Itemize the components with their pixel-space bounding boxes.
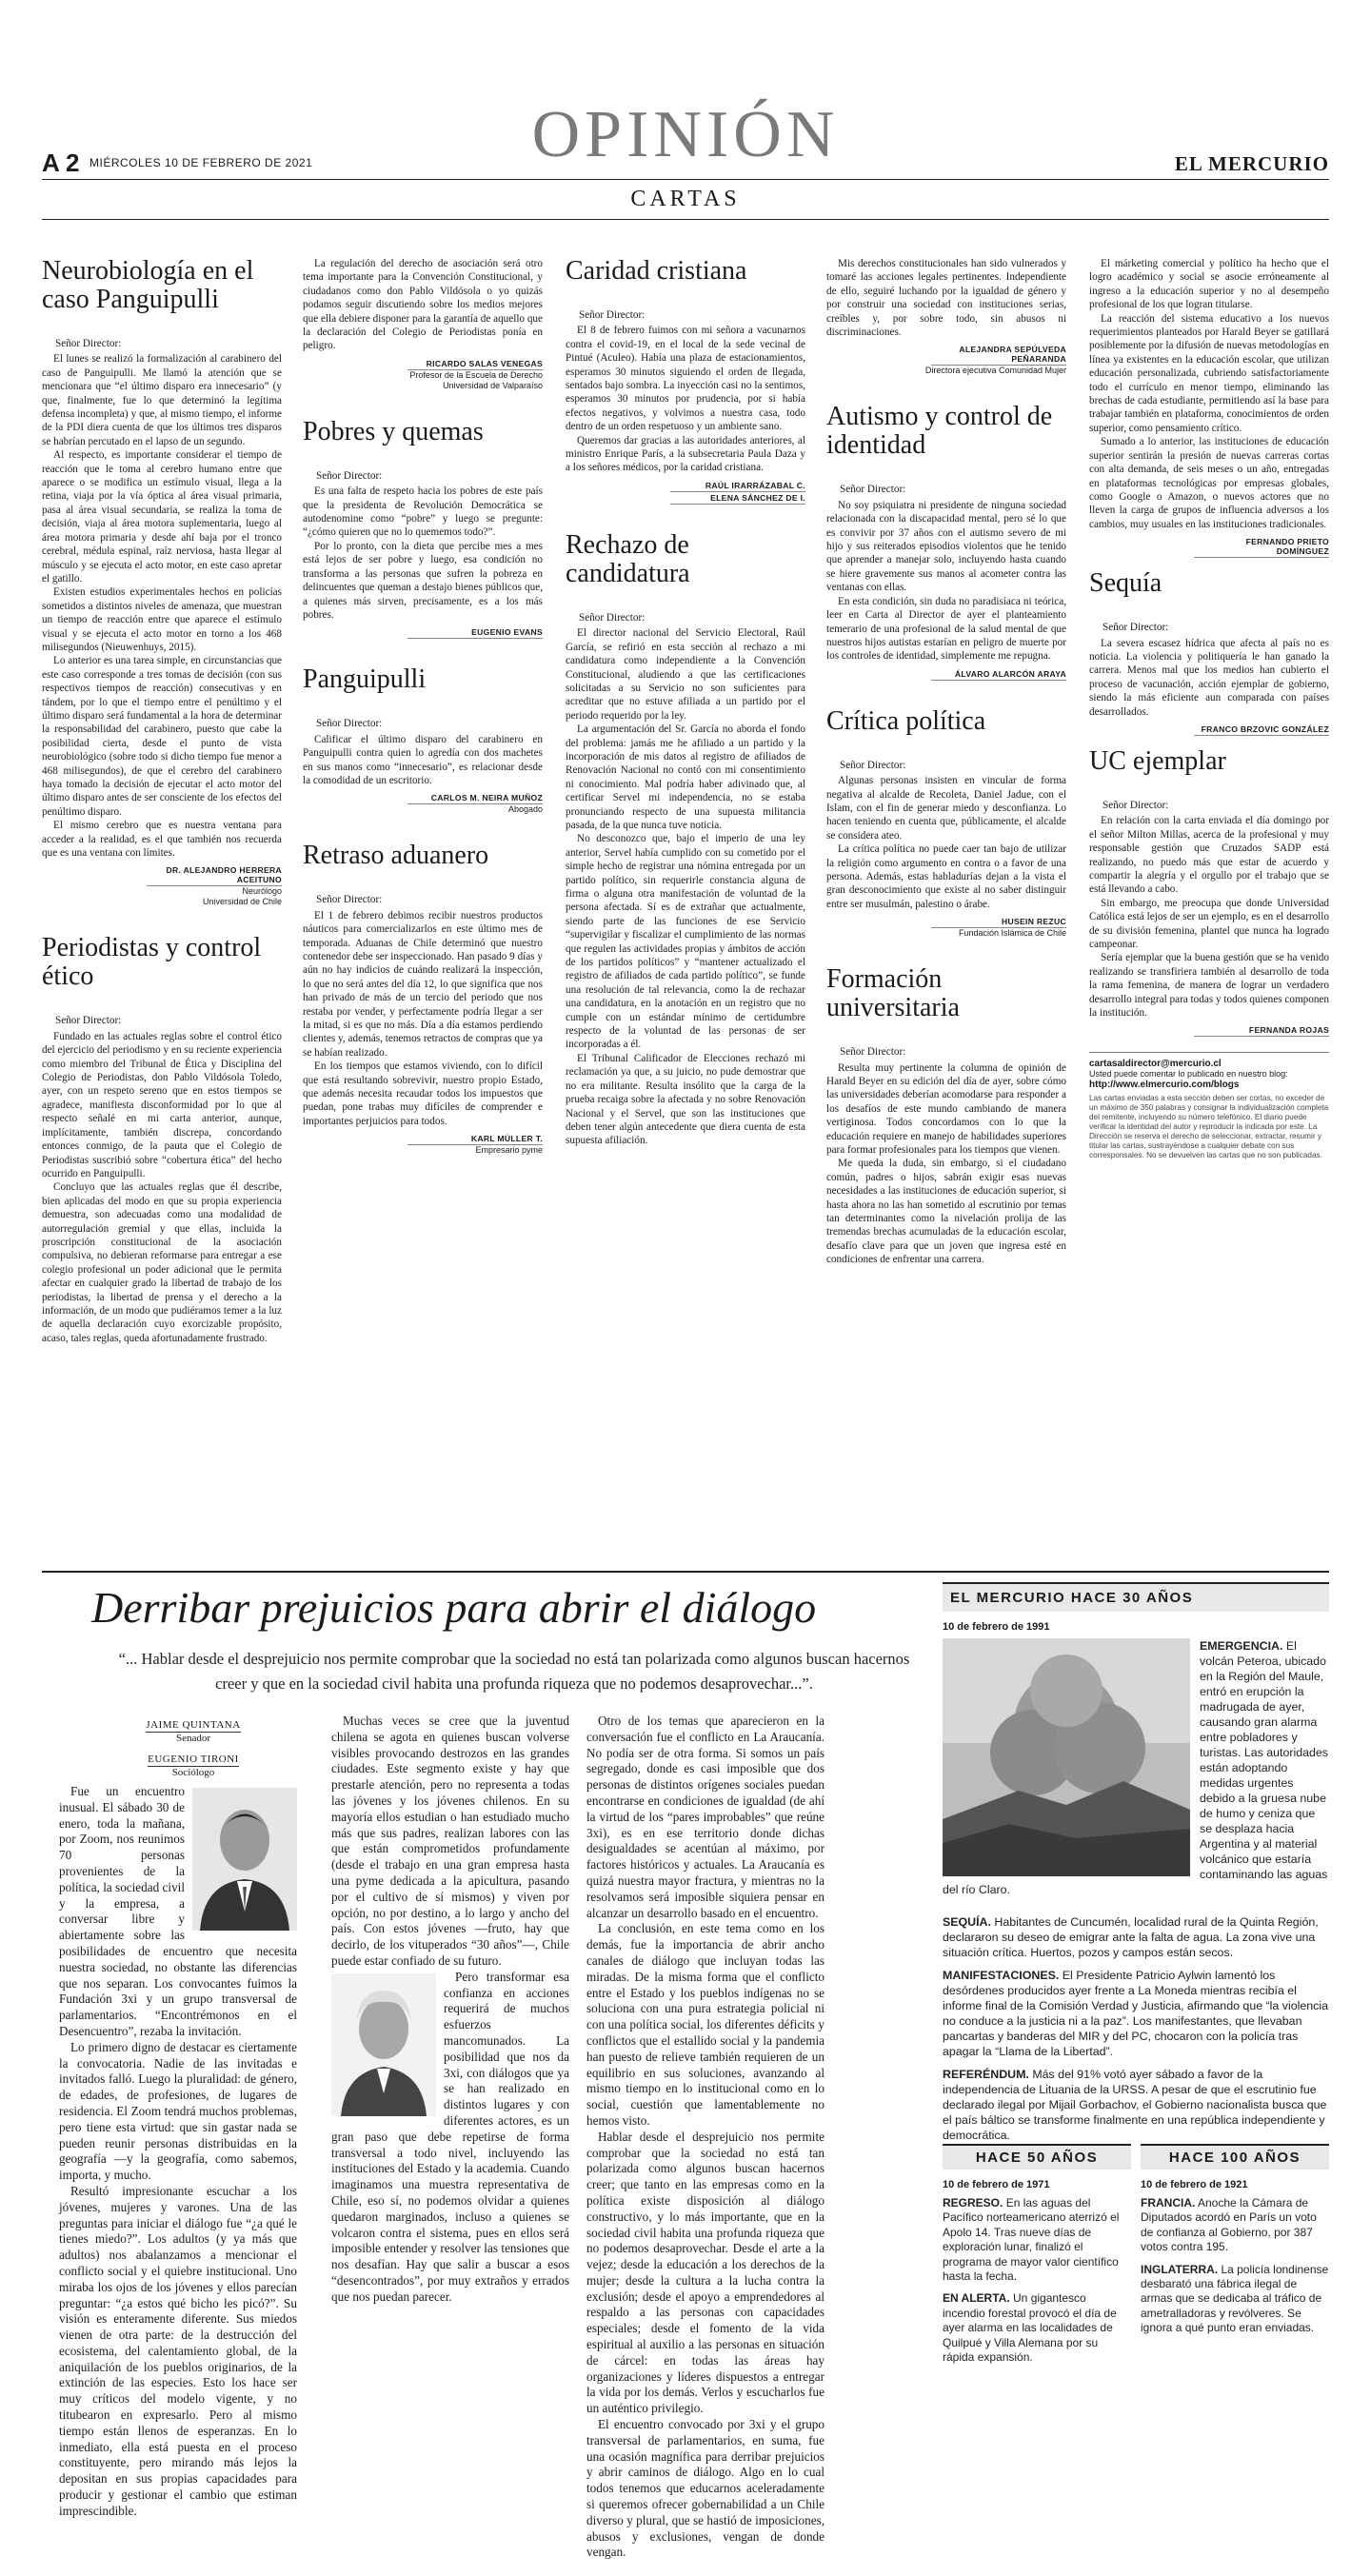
column-paragraph (331, 1970, 569, 2306)
column-paragraph: El encuentro convocado por 3xi y el grupo transversal de parlamentarios, en suma, fue una ocasión magnífica para derribar prejuicios y abrir caminos de diálogo. Algo en lo cual todos tenemos que educarnos aceleradamente si queremos ofrecer gobernabilidad a un Chile diverso y plural, que se hastió de imposiciones, abusos y exclusiones, vengan de donde vengan. (586, 2417, 825, 2560)
letter-signature: HUSEIN REZUC (931, 917, 1066, 928)
letter-paragraph: Sumado a lo anterior, las instituciones de educación superior sentirán la presión de nuevas carreras cortas con alta demanda, de seis meses o un año, entregadas en plataformas tecnológicas por empresas globales, como Google o Amazon, o nuevos actores que no lleven la carga de grupos de influencia adversos a los cambios, muy usuales en las instituciones tradicionales. (1089, 436, 1329, 530)
letter-title: Periodistas y control ético (42, 933, 262, 992)
item-title: REFERÉNDUM. (943, 2068, 1029, 2081)
letter-role: Fundación Islámica de Chile (958, 928, 1066, 939)
item-text: La policía londinense desbarató una fábrica ilegal de armas que se dedicaba al tráfico de ametralladoras y revólveres. Se ignora a qué punto eran enviadas. (1141, 2262, 1329, 2335)
letter-paragraph: Lo anterior es una tarea simple, en circunstancias que este caso corresponde a tres tomas de decisión (con sus respectivos tiempos de reacción) consecutivas y en tándem, por lo que el tiempo entre el penúltimo y el último disparo será fundamental a la hora de determinar la responsabilidad del carabinero, puesto que cabe la posibilidad cierta, desde el punto de vista neurobiológico (sobre todo si dicho tiempo fue menor a 468 milisegundos), de que el cerebro del carabinero haya tomado la decisión de ejecutar el acto motor del último disparo antes de ser consciente de los efectos del penúltimo disparo. (42, 655, 282, 818)
letter-title: UC ejemplar (1089, 745, 1226, 776)
letter-title: Retraso aduanero (303, 841, 489, 871)
item-title: EN ALERTA. (943, 2291, 1010, 2306)
history-item (943, 1968, 1329, 2059)
letter-signature: CARLOS M. NEIRA MUÑOZ (407, 793, 543, 804)
letter-paragraph: La severa escasez hídrica que afecta al país no es noticia. La violencia y politiquería le han ganado la carrera. Menos mal que los medios han cubierto el proceso de vacunación, acción ejemplar de gobierno, siendo la más eficiente aun comparada con países desarrollados. (1089, 637, 1329, 718)
item-title: MANIFESTACIONES. (943, 1969, 1060, 1982)
salutation: Señor Director: (55, 1015, 122, 1027)
letter-signature: DR. ALEJANDRO HERRERA ACEITUNO (147, 865, 282, 886)
letter-paragraph: No soy psiquiatra ni presidente de ninguna sociedad relacionada con la discapacidad mental, pero sé lo que es convivir por 37 años con el autismo severo de mi hijo y sus reiterados episodios violentos que he tenido que aprender a manejar solo, incluyendo hasta cuando se hiere gravemente sus manos al acometer contra las ventanas con ellas. (826, 499, 1066, 594)
salutation: Señor Director: (316, 469, 383, 482)
letter-title: Rechazo de candidatura (566, 529, 690, 588)
letter-signature: FRANCO BRZOVIC GONZÁLEZ (1194, 724, 1329, 736)
letter-paragraph: La regulación del derecho de asociación será otro tema importante para la Convención Constitucional, y ciudadanos como don Pablo Vildósola o yo quizás podamos seguir discutiendo sobre los medios mejores que ella debiere disponer para la garantía de aquello que la declaración del Colegio de Periodistas ponía en peligro. (303, 258, 543, 352)
section-title: OPINIÓN (531, 98, 840, 171)
letter-paragraph: La argumentación del Sr. García no aborda el fondo del problema: jamás me he afiliado a un partido y la incorporación de mis datos al registro de afiliados de Renovación Nacional no contó con mi consentimiento ni conocimiento. Mal podría haber adivinado que, al certificar Servel mi independencia, no se estaba pronunciando respecto de una supuesta militancia pasada, de la que nunca tuve noticia. (566, 723, 805, 831)
history-50-box (943, 2144, 1131, 2372)
letter-role: Empresario pyme (475, 1145, 543, 1156)
letters-column-4 (826, 257, 1066, 1561)
role-line: Neurólogo (242, 886, 282, 897)
salutation: Señor Director: (840, 759, 906, 771)
history-header: EL MERCURIO HACE 30 AÑOS (943, 1582, 1329, 1612)
letter-paragraph: El lunes se realizó la formalización al carabinero del caso de Panguipulli. Me llamó la atención que se mencionara que “el último disparo era innecesario” (y que, finalmente, fue lo que determinó la legítima defensa incompleta) y que, al mismo tiempo, el informe de la PDI diera cuenta de que los últimos tres disparos se habrían percutado en el lapso de un segundo. (42, 353, 282, 447)
letter-signature: ÁLVARO ALARCÓN ARAYA (931, 669, 1066, 681)
portrait-photo-tironi (331, 1973, 436, 2116)
volcano-photo (943, 1638, 1190, 1876)
column-authors (122, 1714, 265, 1782)
letter-paragraph: No desconozco que, bajo el imperio de una ley anterior, Servel había cumplido con su cometido por el simple hecho de registrar una nómina entregada por un partido político, sin requerirle constancia alguna de firma o alguna otra manifestación de voluntad de la persona afectada. Sí es de extrañar que actualmente, siendo parte de las funciones de ese Servicio “supervigilar y fiscalizar el cumplimiento de las normas que regulen las actividades propias y ámbitos de acción de los partidos políticos” y “mantener actualizado el registro de afiliados de cada partido político”, se funde una resolución de tal relevancia, como la de rechazar una candidatura, en la anotación en un registro que no cumple con un estándar mínimo de certidumbre respecto de la voluntad de las personas de ser incorporadas a él. (566, 833, 805, 1051)
letter-signature: RAÚL IRARRÁZABAL C. (670, 481, 805, 492)
letter-paragraph: Resulta muy pertinente la columna de opinión de Harald Beyer en su edición del día de ayer, sobre cómo las universidades deberían acomodarse para responder a los desafíos de este mundo cambiando de manera vertiginosa. Todos concordamos con lo que la educación requiere en manejo de habilidades superiores para formar profesionales para los tiempos que vienen. (826, 1061, 1066, 1157)
letter-paragraph: La crítica política no puede caer tan bajo de utilizar la religión como argumento en contra o a favor de una persona. Además, estas habladurías dejan a la vista el gran desconocimiento que existe al no saber distinguir entre ser musulmán, palestino o árabe. (826, 843, 1066, 910)
letter-paragraph: Mis derechos constitucionales han sido vulnerados y tomaré las acciones legales pertinentes. Independiente de ello, seguiré luchando por la igualdad de género y por construir una sociedad con instituciones serias, creíbles y, por sobre todo, sin abusos ni discriminaciones. (826, 258, 1066, 339)
letter-paragraph: Sería ejemplar que la buena gestión que se ha venido realizando se transfiriera también al desarrollo de toda la rama femenina, de manera de lograr un verdadero desarrollo integral para todas y todos quienes componen la institución. (1089, 952, 1329, 1020)
role-line: Universidad de Valparaíso (443, 380, 543, 390)
letter-role (42, 886, 282, 907)
letters-column-5 (1089, 257, 1329, 1561)
author-name: JAIME QUINTANA (146, 1719, 241, 1731)
letter-signature: ALEJANDRA SEPÚLVEDA PEÑARANDA (931, 345, 1066, 366)
contact-email[interactable]: cartasaldirector@mercurio.cl (1089, 1059, 1222, 1070)
page-number: A 2 (42, 149, 80, 177)
history-item (943, 2291, 1131, 2365)
column-paragraph (59, 1784, 297, 2040)
letter-paragraph: El 8 de febrero fuimos con mi señora a vacunarnos contra el covid-19, en el local de la sede vecinal de Pintué (Aculeo). Había una plaza de estacionamientos, esperamos 30 minutos siguiendo el orden de llegada, sentados bajo sombra. La inyección casi no la sentimos, esperamos 30 minutos por prudencia, por si había efectos negativos, y volvimos a nuestra casa, todo dentro de un orden respetuoso y un ambiente sano. (566, 325, 805, 433)
letter-paragraph: Al respecto, es importante considerar el tiempo de reacción que le toma al cerebro humano entre que aparece o se modifica un estímulo visual, llega a la retina, viaja por la vía óptica al área visual primaria, pasa al área visual secundaria, se realiza la toma de decisión, viaja al área motora suplementaria, luego al área motora primaria y desde ahí baja por el tronco cerebral, médula espinal, raíz nerviosa, hasta llegar al músculo y se ejecuta el acto motor, en este caso apretar el gatillo. (42, 449, 282, 585)
column-paragraph: Otro de los temas que aparecieron en la conversación fue el conflicto en La Araucanía. No podía ser de otra forma. Si somos un país segregado, donde es casi imposible que dos personas de distintos orígenes sociales puedan encontrarse en condiciones de igualdad (de ahí la virtud de los “pares improbables” que reúne 3xi), es en ese territorio donde dichas desigualdades se acentúan al máximo, por factores históricos y actuales. La Araucanía es quizá nuestra mayor fractura, y mientras no la resolvamos será imposible siquiera pensar en alcanzar un desarrollo basado en el encuentro. (586, 1714, 825, 1920)
letters-column-1 (42, 257, 282, 1561)
column-paragraph: Lo primero digno de destacar es ciertamente la convocatoria. Nadie de las invitadas e invitados falló. Luego la pluralidad: de género, de edades, de profesiones, de lugares de residencia. El Zoom tendrá muchos problemas, pero tiene esta virtud: que sin gastar nada se pueden reunir personas distribuidas en la geografía —y la geografía, como sabemos, importa, y mucho. (59, 2039, 297, 2183)
history-item (1141, 2263, 1329, 2336)
column-paragraph: Hablar desde el desprejuicio nos permite comprobar que la sociedad no está tan polarizada como algunos buscan hacernos creer; que tanto en las empresas como en la política existe disposición al diálogo constructivo, y lo más importante, que en la sociedad civil habita una profunda riqueza que no podemos desaprovechar. Desde el arte a la vejez; desde la educación a los derechos de la mujer; desde la cultura a la lucha contra la exclusión; desde el apoyo a emprendedores al respaldo a las personas con capacidades especiales; desde el fomento de la vida espiritual al auxilio a las personas en situación de cárcel: en todas las áreas hay organizaciones y líderes dispuestos a entregar la vida por los demás. Verlos y escucharlos fue un auténtico privilegio. (586, 2129, 825, 2416)
item-text: Anoche la Cámara de Diputados acordó en París un voto de confianza al Gobierno, por 387 votos contra 195. (1141, 2196, 1317, 2254)
header-rule (42, 179, 1329, 180)
letter-role (303, 370, 543, 391)
role-line: Universidad de Chile (202, 897, 282, 907)
history-100-header: HACE 100 AÑOS (1141, 2144, 1329, 2170)
column-text-3 (586, 1714, 825, 2560)
letter-paragraph: Algunas personas insisten en vincular de forma negativa al alcalde de Recoleta, Daniel Jadue, con el Islam, con el fin de generar miedo y desconfianza. Lo hacen teniendo en cuenta que, públicamente, el alcalde se considera ateo. (826, 775, 1066, 842)
column-text: Fue un encuentro inusual. El sábado 30 de enero, toda la mañana, por Zoom, nos reunimos 70 personas provenientes de la política, la sociedad civil y la empresa, a conversar libre y abiertamente sobre las posibilidades de encuentro que necesita nuestra sociedad, no obstante las diferencias que nos separan. Los convocantes fuimos la Fundación 3xi y un grupo transversal de parlamentarios. “Encontrémonos en el Desencuentro”, rezaba la invitación. (59, 1784, 297, 2038)
column-text-1 (59, 1784, 297, 2517)
history-100-box (1141, 2144, 1329, 2344)
item-title: SEQUÍA. (943, 1915, 991, 1929)
letter-paragraph: Es una falta de respeto hacia los pobres de este país que la presidenta de Revolución Democrática se autodenomine como “pobre” y luego se pregunte: “¿cómo quieren que no lo quememos todo?”. (303, 485, 543, 539)
salutation: Señor Director: (1103, 622, 1169, 634)
item-title: EMERGENCIA. (1200, 1639, 1283, 1653)
column-paragraph: Resultó impresionante escuchar a los jóvenes, mujeres y varones. Una de las preguntas para iniciar el diálogo fue “¿a qué le tienes miedo?”. Los adultos (y ya más que adultos) nos abalanzamos a mencionar el conflicto social y el quiebre institucional. Uno miraba los ojos de los jóvenes y ellos parecían preguntar: “¿a estos qué bicho les picó?”. Su visión es enteramente diferente. Sus miedos vienen de otra parte: de la destrucción del ecosistema, del calentamiento global, de la aniquilación de los pueblos originarios, de la extinción de las especies. Esto los hace ser muy críticos del modelo vigente, y no titubearon en expresarlo. Pero al mismo tiempo están llenos de esperanzas. En lo inmediato, ella está puesta en el proceso constituyente, pero mirando más lejos la depositan en sus propias capacidades para producir y gestionar el cambio que estiman imprescindible. (59, 2183, 297, 2518)
letter-signature: FERNANDO PRIETO DOMÍNGUEZ (1194, 537, 1329, 558)
letter-signature: EUGENIO EVANS (407, 627, 543, 639)
history-item (943, 1914, 1329, 1960)
item-title: INGLATERRA. (1141, 2262, 1219, 2276)
letter-title: Neurobiología en el caso Panguipulli (42, 256, 254, 314)
column-lead-quote: “... Hablar desde el desprejuicio nos permite comprobar que la sociedad no está tan polarizada como algunos buscan hacernos creer y que en la sociedad civil habita una profunda riqueza que no podemos desaprovechar...”. (118, 1650, 910, 1693)
letter-signature-2: ELENA SÁNCHEZ DE I. (670, 493, 805, 505)
letter-title: Pobres y quemas (303, 416, 484, 446)
history-item (943, 2196, 1131, 2284)
letter-title: Caridad cristiana (566, 256, 747, 286)
letter-paragraph: En relación con la carta enviada el día domingo por el señor Milton Millas, acerca de la profesional y muy responsable gestión que Cruzados SADP está realizando, no puedo más que estar de acuerdo y compartir la alegría y el orgullo por el trabajo que se está llevando a cabo. (1089, 815, 1329, 896)
letter-paragraph: El director nacional del Servicio Electoral, Raúl García, se refirió en esta sección al rechazo a mi candidatura como independiente a la Convención Constitucional, aludiendo a que las certificaciones solicitadas a su Servicio no son suficientes para acreditar que no estuve afiliada a un partido por el periodo requerido por la ley. (566, 627, 805, 722)
letter-signature: KARL MÜLLER T. (407, 1134, 543, 1145)
letter-role: Directora ejecutiva Comunidad Mujer (924, 366, 1066, 376)
history-50-header: HACE 50 AÑOS (943, 2144, 1131, 2170)
item-text: Habitantes de Cuncumén, localidad rural de la Quinta Región, declararon su deseo de emigrar ante la falta de agua. La zona vive una situación crítica. Huertos, pozos y campos están secos. (943, 1915, 1319, 1959)
section-divider (42, 1571, 1329, 1573)
letter-title: Crítica política (826, 705, 986, 736)
author-name: EUGENIO TIRONI (148, 1754, 239, 1765)
column-paragraph: Muchas veces se cree que la juventud chilena se agota en quienes buscan volverse visibles provocando destrozos en las grandes ciudades. Este segmento existe y hay que prestarle atención, pero no representa a todas las jóvenes y los jóvenes chilenos. En su mayoría ellos estudian o han estudiado mucho más que sus padres, realizan labores con las que están comprometidos profundamente (desde el trabajo en una gran empresa hasta una pyme dedicada a la apicultura, pasando por el cultivo de sí mismos) y viven por opción, no por destino, a lo largo y ancho del país. Con estos jóvenes —fruto, hay que decirlo, de los vituperados “30 años”—, Chile puede estar confiado de su futuro. (331, 1714, 569, 1968)
letter-paragraph: Por lo pronto, con la dieta que percibe mes a mes está lejos de ser pobre y luego, esa condición no transforma a las personas que sufren la pobreza en delincuentes que queman a destajo bienes públicos que, a quienes más sirven, precisamente, es a los más pobres. (303, 540, 543, 621)
salutation: Señor Director: (1103, 799, 1169, 811)
history-item (943, 2067, 1329, 2143)
letter-paragraph: Me queda la duda, sin embargo, si el ciudadano común, padres o hijos, sabrán exigir esas nuevas necesidades a las instituciones de educación superior, si hasta ahora no las han sometido al escrutinio por temas tan determinantes como la nivelación prolija de las tremendas brechas acumuladas de la educación escolar, desafío clave para que un joven que ingresa esté en condiciones de enfrentar una carrera. (826, 1158, 1066, 1266)
history-date: 10 de febrero de 1991 (943, 1621, 1050, 1633)
letter-paragraph: Sin embargo, me preocupa que donde Universidad Católica está lejos de ser un ejemplo, es en el desarrollo de su división femenina, plantel que nunca ha logrado campeonar. (1089, 897, 1329, 951)
letter-paragraph: Fundado en las actuales reglas sobre el control ético del ejercicio del periodismo y en su reciente experiencia como miembro del Tribunal de Ética y Disciplina del Colegio de Periodistas, don Pablo Vildósola Toledo, ayer, con un respeto sereno que en estos tiempos se agradece, manifiesta disconformidad por lo que al respecto señalé en mi carta anterior, aunque, implícitamente, también discrepa, concordando entonces conmigo, de la pauta que el Colegio de Periodistas suscribió sobre “cobertura ética” del hecho ocurrido en Panguipulli. (42, 1030, 282, 1179)
letter-paragraph: El márketing comercial y político ha hecho que el logro académico y social se asocie erróneamente al ingreso a la educación superior y no al desempeño profesional de los que logran titularse. (1089, 258, 1329, 311)
contact-line: Usted puede comentar lo publicado en nuestro blog: (1089, 1069, 1288, 1080)
letter-role: Abogado (507, 804, 543, 815)
item-title: REGRESO. (943, 2196, 1003, 2209)
letter-title: Sequía (1089, 568, 1162, 599)
letter-paragraph: El Tribunal Calificador de Elecciones rechazó mi reclamación ya que, a su juicio, no pude demostrar que no era militante. Resulta insólito que la carga de la prueba recaiga sobre la afectada y no sobre Renovación Nacional y el Servel, que son las instituciones que deben tener algún antecedente que diera cuenta de esta supuesta afiliación. (566, 1052, 805, 1147)
salutation: Señor Director: (316, 718, 383, 730)
history-50-date: 10 de febrero de 1971 (943, 2179, 1050, 2190)
salutation: Señor Director: (579, 611, 646, 624)
letter-title: Formación universitaria (826, 964, 960, 1023)
letter-signature: FERNANDA ROJAS (1194, 1025, 1329, 1037)
salutation: Señor Director: (579, 309, 646, 321)
item-text: El Presidente Patricio Aylwin lamentó los desórdenes producidos ayer frente a La Moneda mientras recibía el informe final de la Comisión Verdad y Justicia, afirmando que “la violencia no conduce a la justicia ni a la paz”. Los manifestantes, que llevaban pancartas y banderas del MIR y del PC, chocaron con la policía tras apagar la “Llama de la Libertad”. (943, 1969, 1328, 2058)
column-text: Pero transformar esa confianza en acciones requerirá de muchos esfuerzos mancomunados. La posibilidad que nos da 3xi, con diálogos que ya se han realizado en distintos lugares y con diferentes actores, es un gran paso que debe repetirse de forma transversal a todo nivel, incluyendo las instituciones del Estado y la academia. Cuando imaginamos una muestra representativa de Chile, eso sí, no podemos olvidar a quienes quedaron marginados, incluso a quienes se volcaron contra el sistema, pues en ellos será imposible entender y resolver las tensiones que nos desafían. Hay que salir a buscar a esos “desencontrados”, por muy extraños y errados que nos puedan parecer. (331, 1969, 569, 2304)
item-title: FRANCIA. (1141, 2196, 1196, 2209)
history-item (1141, 2196, 1329, 2255)
blog-link[interactable]: http://www.elmercurio.com/blogs (1089, 1080, 1240, 1091)
salutation: Señor Director: (840, 1046, 906, 1059)
history-sidebar (943, 1582, 1329, 2150)
item-text: En las aguas del Pacífico norteamericano aterrizó el Apolo 14. Tras nueve días de exploración lunar, finalizó el programa de mayor valor científico hasta la fecha. (943, 2196, 1120, 2284)
page-date: MIÉRCOLES 10 DE FEBRERO DE 2021 (89, 156, 313, 169)
subsection-title: CARTAS (630, 187, 741, 211)
contact-box (1089, 1052, 1329, 1160)
salutation: Señor Director: (316, 894, 383, 906)
item-text: Más del 91% votó ayer sábado a favor de la independencia de Lituania de la URSS. A pesar de que el escrutinio fue declarado ilegal por Mijail Gorbachov, el Gobierno nacionalista busca que el país báltico se transforme finalmente en una república independiente y democrática. (943, 2068, 1327, 2142)
letter-signature: RICARDO SALAS VENEGAS (407, 359, 543, 370)
letter-paragraph: El 1 de febrero debimos recibir nuestros productos náuticos para comercializarlos en este último mes de temporada. Aduanas de Chile determinó que nuestro contenedor debe ser inspeccionado. Han pasado 9 días y aún no hay indicios de cuándo realizará la inspección, lo que no será antes del día 12, lo que significa que nos han privado de más de un tercio del periodo que nos restaba por vender, y perfectamente podría llegar a ser la mitad, si es que no más. Día a día estamos perdiendo clientes y, además, tenemos retractos de compras que ya se habían realizado. (303, 909, 543, 1059)
header-rule-bottom (42, 219, 1329, 220)
letter-paragraph: Concluyo que las actuales reglas que él describe, bien aplicadas del modo en que su propia experiencia demuestra, son adecuadas como una modalidad de autorregulación gremial y que ellas, incluida la proscripción constitucional de la asociación compulsiva, no debieran reformarse para entregar a ese colegio profesional un poder adicional que le permita afectar en cualquier grado la libertad de trabajo de los periodistas, la libertad de prensa y el derecho a la información, de un modo que pudiéramos temer a la luz de aquella declaración cuyo exorcizable propósito, acaso, tales reglas, queda afortunadamente frustrado. (42, 1181, 282, 1344)
letter-paragraph: En esta condición, sin duda no paradisíaca ni teórica, leer en Carta al Director de ayer el planteamiento temerario de una profesional de la salud mental de que nuestros hijos autistas estarían en peligro de muerte por los controles de identidad, simplemente me repugna. (826, 595, 1066, 663)
letter-paragraph: La reacción del sistema educativo a los nuevos requerimientos planteados por Harald Beyer se gatillará posiblemente por la difusión de nuevas metodologías en línea ya existentes en la educación escolar, que utilizan educación personalizada, cubriendo satisfactoriamente todo el currículo en menor tiempo, eliminando las brechas de cada estudiante, permitiendo así la base para trabajar también en plataforma, conocimientos de orden superior, como pensamiento crítico. (1089, 312, 1329, 434)
author-role: Sociólogo (171, 1767, 215, 1778)
letter-paragraph: Queremos dar gracias a las autoridades anteriores, al ministro Enrique París, a la subsecretaria Paula Daza y a los señores médicos, por la caridad cristiana. (566, 434, 805, 474)
contact-disclaimer: Las cartas enviadas a esta sección deben ser cortas, no exceder de un máximo de 350 palabras y consignar la individualización completa del remitente, incluyendo su número telefónico. El diario puede verificar la identidad del autor y reproducir la indicada por este. La Dirección se reserva el derecho de seleccionar, extractar, resumir y titular las cartas, sustrayéndose a cualquier debate con sus corresponsales. No se devuelven las cartas que no son publicadas. (1089, 1094, 1329, 1160)
letter-paragraph: El mismo cerebro que es nuestra ventana para acceder a la realidad, es el que también nos recuerda que es una ventana con límites. (42, 820, 282, 860)
column-text-2 (331, 1714, 569, 2518)
page-header (42, 91, 1329, 244)
item-text: El volcán Peteroa, ubicado en la Región del Maule, entró en erupción la madrugada de ayer, causando gran alarma entre pobladores y turistas. Las autoridades están adoptando medidas urgentes debido a la gruesa nube de humo y ceniza que se desplaza hacia Argentina y al material volcánico que estaría contaminando las aguas del río Claro. (943, 1639, 1328, 1896)
column-title: Derribar prejuicios para abrir el diálogo (91, 1583, 817, 1632)
newspaper-logo: EL MERCURIO (1174, 152, 1329, 175)
salutation: Señor Director: (840, 484, 906, 496)
letter-paragraph: En los tiempos que estamos viviendo, con lo difícil que está resultando sobrevivir, nuestro propio Estado, que además necesita recaudar todos los impuestos que puedan, pone trabas muy difíciles de comprender e importantes perjuicios para todos. (303, 1060, 543, 1127)
letter-title: Panguipulli (303, 664, 427, 695)
letters-column-2 (303, 257, 543, 1561)
role-line: Profesor de la Escuela de Derecho (409, 369, 543, 380)
author-role: Senador (175, 1733, 211, 1744)
history-100-date: 10 de febrero de 1921 (1141, 2179, 1248, 2190)
letter-paragraph: Calificar el último disparo del carabinero en Panguipulli contra quien lo agredía con dos machetes en sus manos como “innecesario”, es relacionar desde la comodidad de un escritorio. (303, 733, 543, 786)
letters-column-3 (566, 257, 805, 1561)
portrait-photo-quintana (192, 1788, 297, 1931)
item-text: Un gigantesco incendio forestal provocó el día de ayer alarma en las localidades de Quilpué y Villa Alemana por su rápida expansión. (943, 2291, 1117, 2365)
letter-title: Autismo y control de identidad (826, 402, 1053, 461)
letter-paragraph: Existen estudios experimentales hechos en policías sometidos a distintos niveles de amenaza, que muestran un tiempo de reacción entre que aparece el estímulo visual y se ejecuta el acto motor en torno a los 468 milisegundos (Nieuwenhuys, 2015). (42, 586, 282, 653)
column-paragraph: La conclusión, en este tema como en los demás, fue la importancia de abrir ancho canales de diálogo que incluyan todas las miradas. De la misma forma que el conflicto entre el Estado y los pueblos indígenas no se soluciona con una pura estrategia policial ni con una política social, los diferentes déficits y conflictos que el estallido social y la pandemia han puesto de relieve también requieren de un equilibrio en sus soluciones, avanzando al mismo tiempo en lo institucional como en lo social, cuestión que lamentablemente no hemos visto. (586, 1921, 825, 2128)
salutation: Señor Director: (55, 338, 122, 349)
